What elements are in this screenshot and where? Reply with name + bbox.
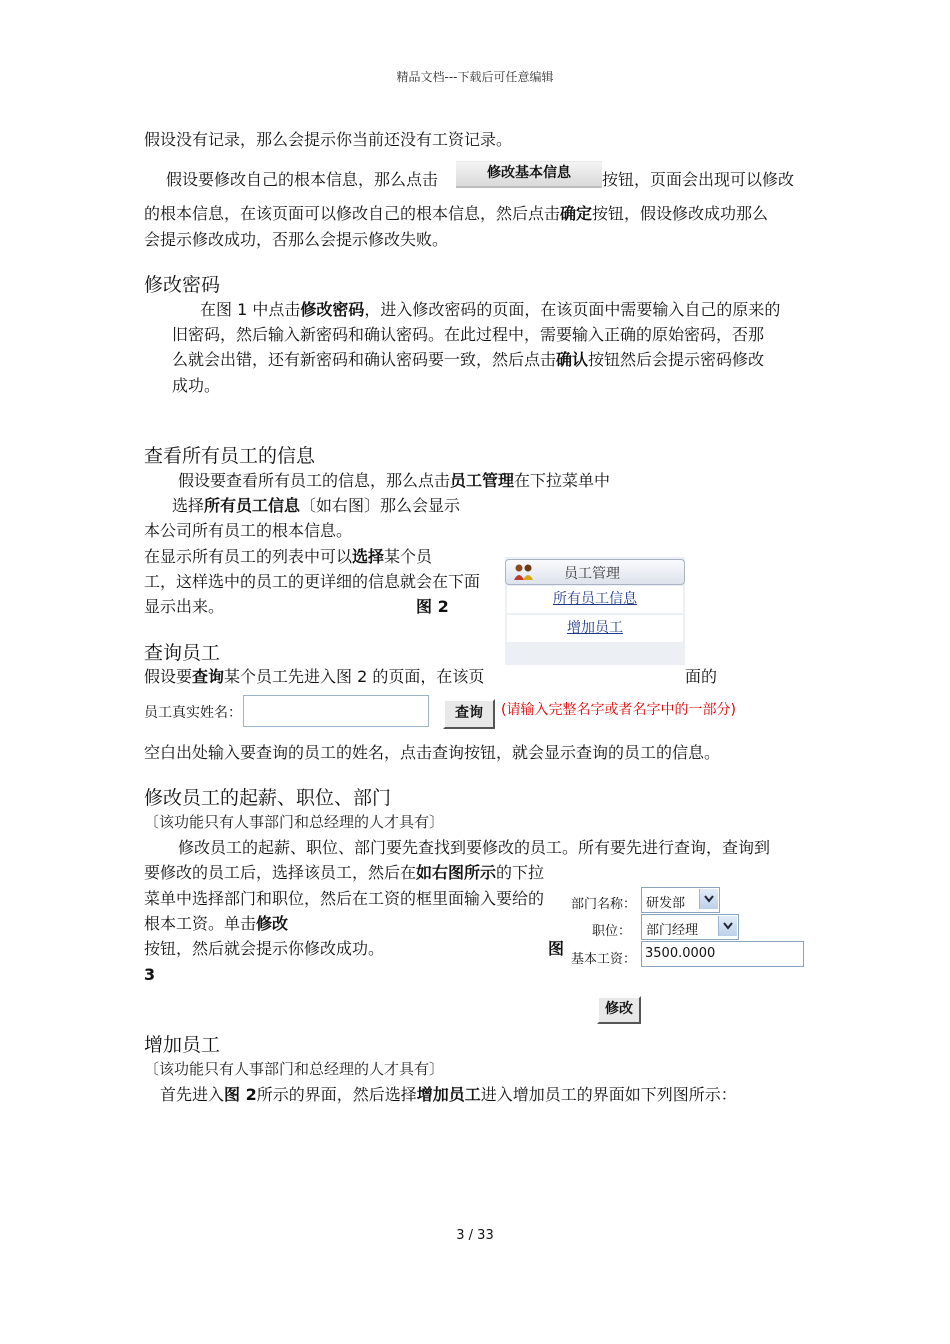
paragraph: 首先进入图 2所示的界面，然后选择增加员工进入增加员工的界面如下列图所示： — [160, 1085, 737, 1104]
paragraph: 在图 1 中点击修改密码，进入修改密码的页面，在该页面中需要输入自己的原来的 — [200, 300, 781, 319]
paragraph: 的根本信息，在该页面可以修改自己的根本信息，然后点击确定按钮，假设修改成功那么 — [144, 204, 769, 223]
paragraph: 显示出来。 — [144, 597, 225, 616]
position-select[interactable]: 部门经理 — [641, 914, 739, 940]
figure-caption: 图 2 — [416, 597, 449, 616]
position-label: 职位： — [591, 924, 631, 939]
dept-label: 部门名称： — [571, 897, 637, 912]
menu-item-all-employees[interactable]: 所有员工信息 — [507, 586, 683, 613]
page-number: 3 / 33 — [456, 1228, 494, 1243]
section-title: 查询员工 — [144, 642, 221, 664]
chevron-down-icon — [699, 889, 718, 909]
employee-menu — [505, 557, 685, 665]
figure-caption: 图 — [548, 939, 565, 958]
page-header: 精品文档---下载后可任意编辑 — [396, 70, 554, 84]
modify-basic-info-button[interactable]: 修改基本信息 — [456, 161, 602, 188]
paragraph: 选择所有员工信息〔如右图〕那么会显示 — [172, 496, 461, 515]
salary-input[interactable]: 3500.0000 — [641, 941, 804, 967]
paragraph: 假设要查询某个员工先进入图 2 的页面，在该页 — [144, 667, 485, 686]
query-hint: (请输入完整名字或者名字中的一部分) — [501, 702, 736, 718]
salary-label: 基本工资： — [571, 952, 637, 967]
paragraph: 成功。 — [172, 376, 221, 395]
paragraph: 么就会出错，还有新密码和确认密码要一致，然后点击确认按钮然后会提示密码修改 — [172, 350, 765, 369]
paragraph: 会提示修改成功，否那么会提示修改失败。 — [144, 230, 449, 249]
paragraph: 假设没有记录，那么会提示你当前还没有工资记录。 — [144, 130, 513, 149]
paragraph-cont: 按钮，页面会出现可以修改 — [602, 170, 795, 189]
menu-item-add-employee[interactable]: 增加员工 — [507, 615, 683, 642]
section-title: 修改密码 — [144, 274, 221, 296]
paragraph: 要修改的员工后，选择该员工，然后在如右图所示的下拉 — [144, 863, 545, 882]
paragraph: 根本工资。单击修改 — [144, 914, 289, 933]
chevron-down-icon — [718, 916, 737, 936]
section-title: 查看所有员工的信息 — [144, 445, 316, 467]
section-title: 修改员工的起薪、职位、部门 — [144, 787, 392, 809]
paragraph-cont: 面的 — [685, 667, 718, 686]
figure-caption: 3 — [144, 965, 156, 984]
paragraph: 菜单中选择部门和职位，然后在工资的框里面输入要给的 — [144, 889, 545, 908]
real-name-label: 员工真实姓名： — [144, 705, 242, 721]
menu-header[interactable] — [505, 559, 685, 585]
paragraph: 工，这样选中的员工的更详细的信息就会在下面 — [144, 572, 481, 591]
menu-header-label: 员工管理 — [564, 566, 620, 582]
paragraph: 旧密码，然后输入新密码和确认密码。在此过程中，需要输入正确的原始密码，否那 — [172, 325, 765, 344]
dept-select[interactable]: 研发部 — [641, 887, 720, 913]
section-title: 增加员工 — [144, 1034, 221, 1056]
paragraph: 修改员工的起薪、职位、部门要先查找到要修改的员工。所有要先进行查询，查询到 — [178, 838, 771, 857]
paragraph: 在显示所有员工的列表中可以选择某个员 — [144, 547, 433, 566]
real-name-input[interactable] — [243, 695, 429, 727]
paragraph: 按钮，然后就会提示你修改成功。 — [144, 939, 385, 958]
section-note: 〔该功能只有人事部门和总经理的人才具有〕 — [144, 1060, 445, 1078]
paragraph: 假设要查看所有员工的信息，那么点击员工管理在下拉菜单中 — [178, 471, 611, 490]
people-icon — [513, 563, 535, 581]
section-note: 〔该功能只有人事部门和总经理的人才具有〕 — [144, 813, 445, 831]
modify-button[interactable]: 修改 — [597, 996, 641, 1024]
paragraph: 空白出处输入要查询的员工的姓名，点击查询按钮，就会显示查询的员工的信息。 — [144, 743, 721, 762]
query-button[interactable]: 查询 — [443, 699, 495, 729]
paragraph: 本公司所有员工的根本信息。 — [144, 521, 353, 540]
paragraph: 假设要修改自己的根本信息，那么点击 — [166, 170, 439, 189]
